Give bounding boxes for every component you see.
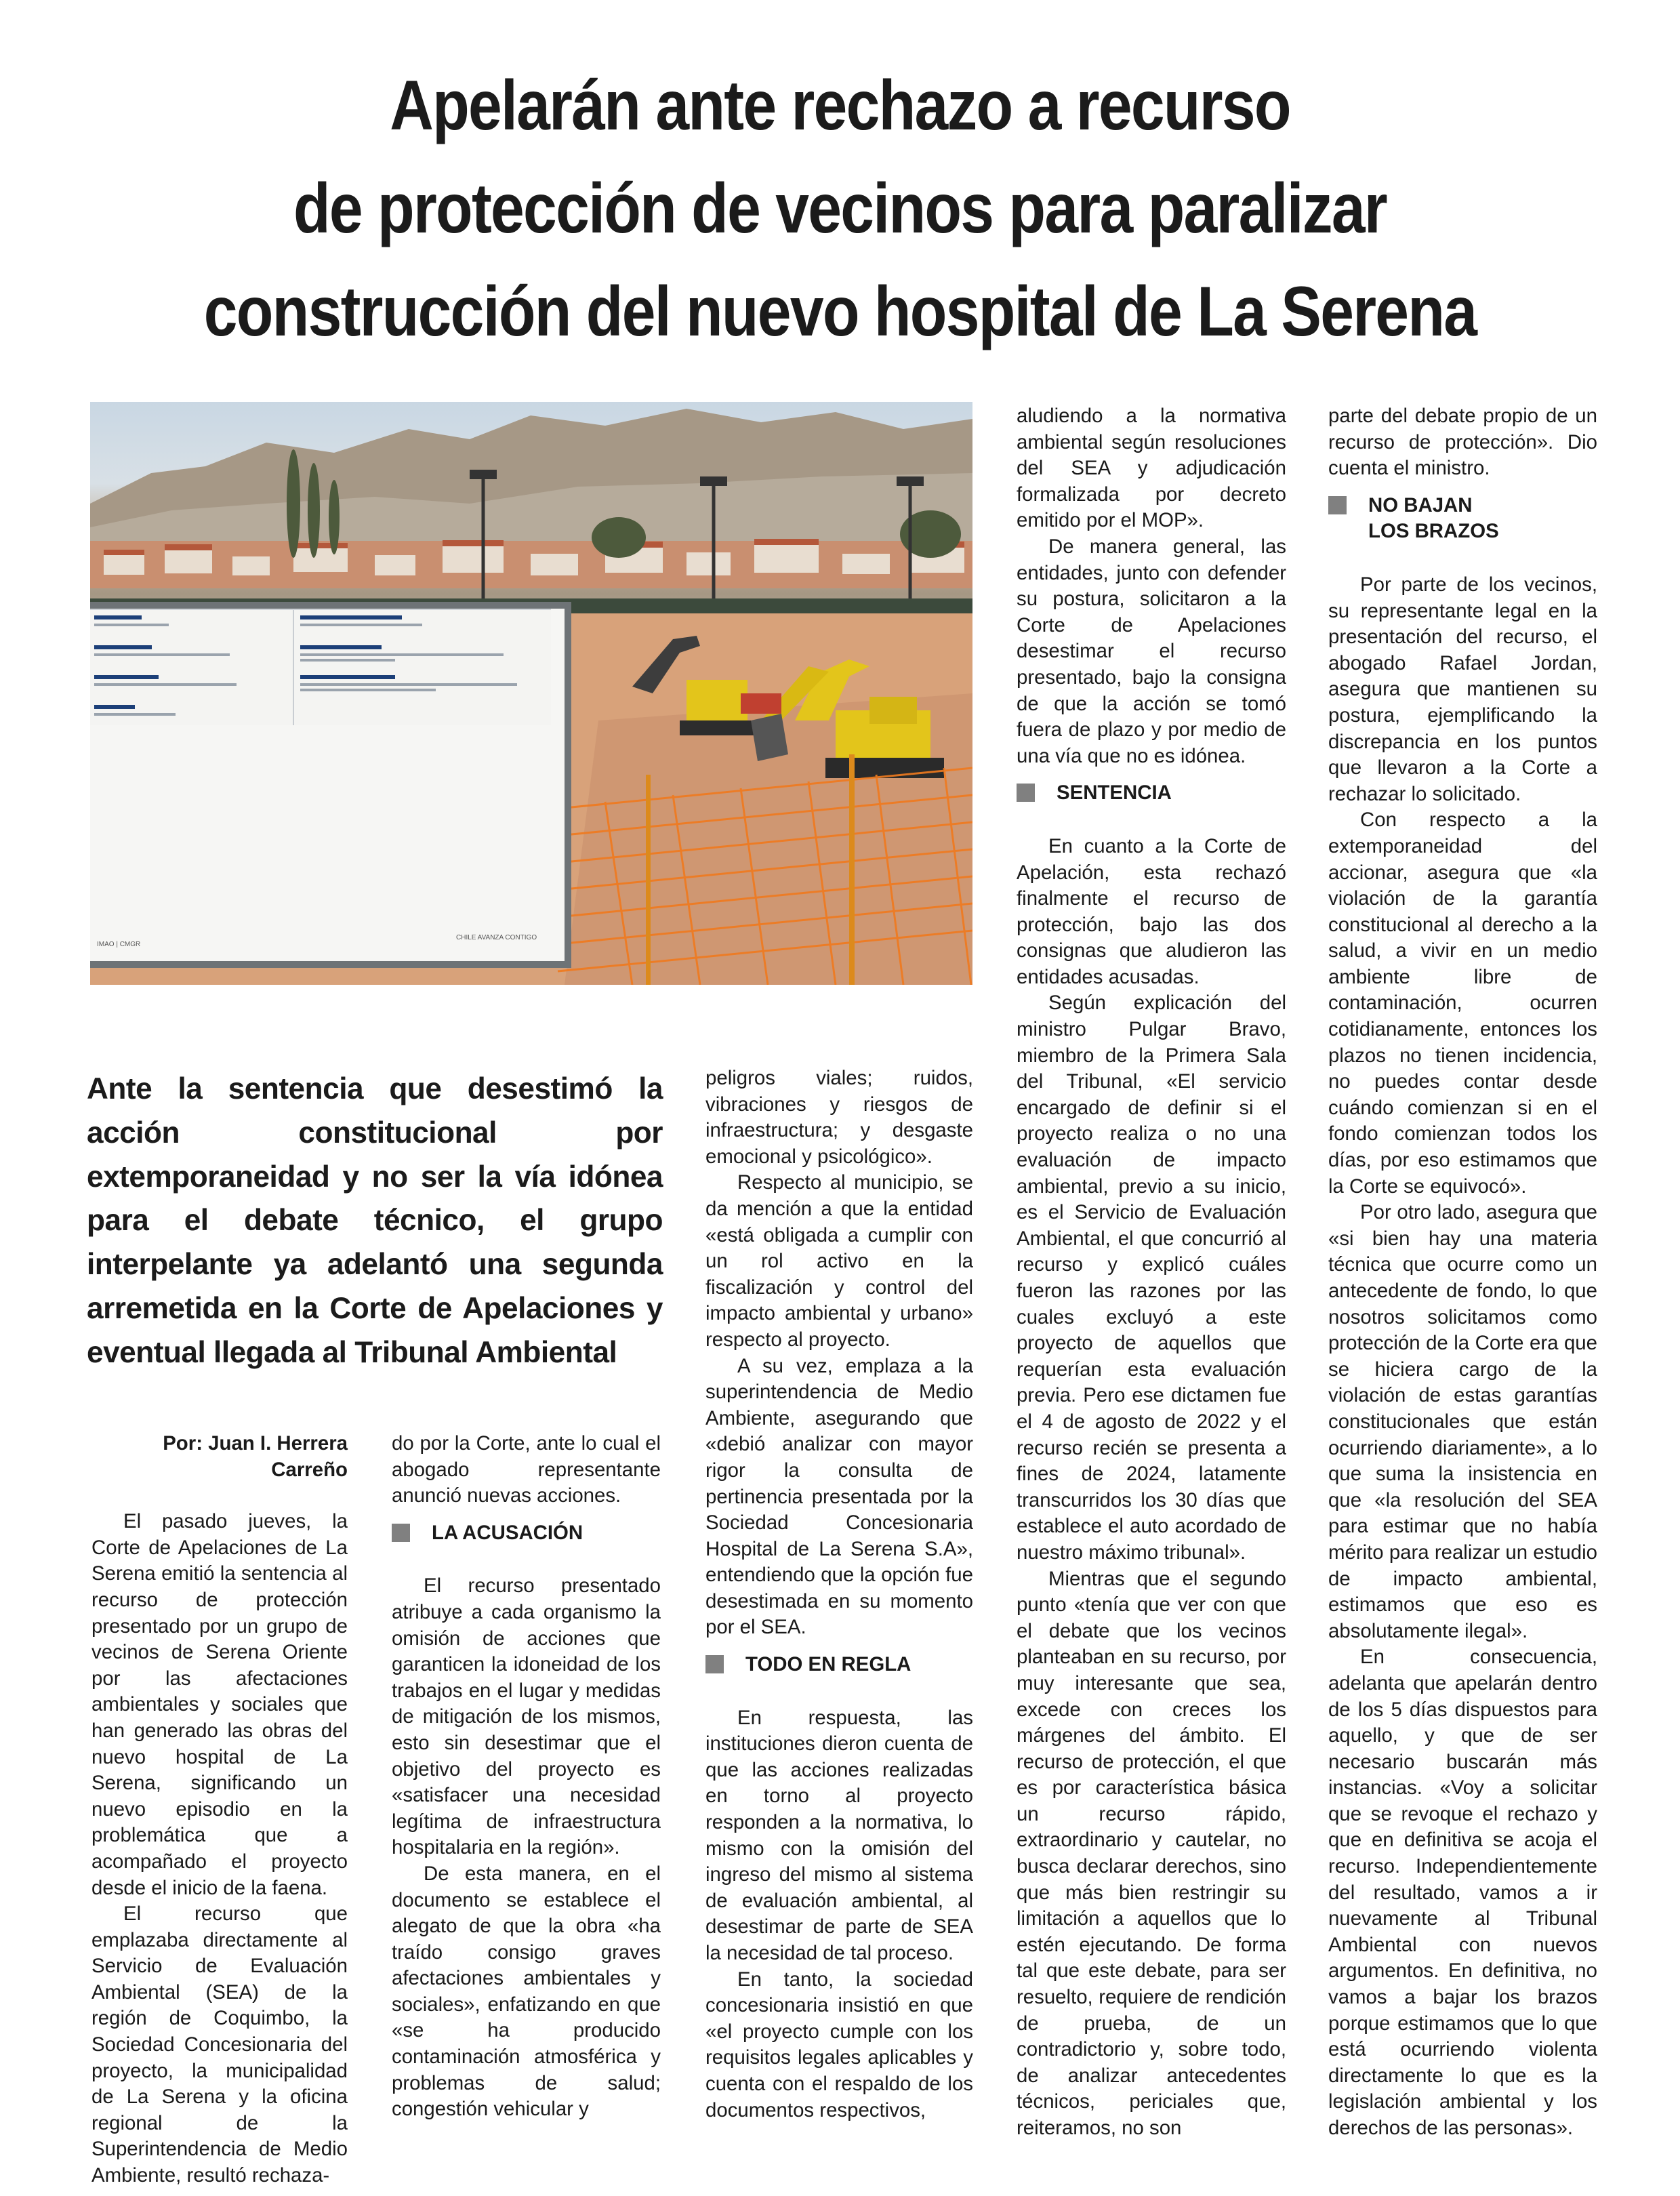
subheading-text: TODO EN REGLA xyxy=(745,1653,911,1676)
paragraph: Por otro lado, asegura que «si bien hay una materia técnica que ocurre como un antecedente de fondo, lo que nosotros solicitamos como protección de la Corte era que se hiciera cargo de la violación de estas garantías constitucionales que están ocurriendo diariamente», a lo que suma la insistencia en que «la resolución del SEA para estimar que no había mérito para realizar un estudio de impacto ambiental, estimamos que eso es absolutamente ilegal». xyxy=(1328,1201,1597,1642)
square-bullet-icon xyxy=(1328,496,1347,514)
paragraph: peligros viales; ruidos, vibraciones y riesgos de infraestructura; y desgaste emocional y psicológico». xyxy=(705,1067,973,1168)
paragraph: El recurso presentado atribuye a cada organismo la omisión de acciones que garanticen la idoneidad de los trabajos en el lugar y medidas de mitigación de los mismos, esto sin desestimar que el objetivo del proyecto es «satisfacer una necesidad legítima de infraestructura hospitalaria en la región». xyxy=(392,1574,661,1859)
byline-name: Carreño xyxy=(271,1458,348,1481)
subheading xyxy=(705,1652,973,1678)
paragraph: Mientras que el segundo punto «tenía que ver con que el debate que los vecinos planteaban en su recurso, por muy interesante que sea, excede con creces los márgenes del ámbito. El recurso de protección, el que es por característica básica un recurso rápido, extraordinario y cautelar, no busca declarar derechos, sino que más bien restringir su limitación a aquellos que lo estén ejecutando. De forma tal que este debate, para ser resuelto, requiere de rendición de prueba, de un contradictorio y, sobre todo, de analizar antecedentes técnicos, periciales que, reiteramos, no son xyxy=(1017,1567,1286,2139)
headline-line: construcción del nuevo hospital de La Serena xyxy=(203,272,1477,351)
paragraph: A su vez, emplaza a la superintendencia de Medio Ambiente, asegurando que «debió analizar con mayor rigor la consulta de pertinencia presentada por la Sociedad Concesionaria Hospital de La Serena S.A», entendiendo que la opción fue desestimada en su momento por el SEA. xyxy=(705,1354,973,1639)
sign-footer-right: CHILE AVANZA CONTIGO xyxy=(456,934,537,941)
byline xyxy=(91,1431,348,1483)
byline-name: Por: Juan I. Herrera xyxy=(163,1432,348,1455)
column-2 xyxy=(392,1431,661,2123)
paragraph: En respuesta, las instituciones dieron cuenta de que las acciones realizadas en torno al proyecto responden a la normativa, lo mismo con la omisión del ingreso del mismo al sistema de evaluación ambiental, al desestimar de parte de SEA la necesidad de tal proceso. xyxy=(705,1706,973,1964)
project-sign xyxy=(90,602,571,968)
construction-photo xyxy=(90,402,972,985)
paragraph: Por parte de los vecinos, su representante legal en la presentación del recurso, el abogado Rafael Jordan, asegura que mantienen su postura, ejemplificando la discrepancia en los puntos que llevaron a la Corte a rechazar lo solicitado. xyxy=(1328,573,1597,805)
subheading xyxy=(1017,780,1286,807)
subheading-text: LA ACUSACIÓN xyxy=(432,1521,583,1544)
subheading-line: LOS BRAZOS xyxy=(1368,520,1499,543)
paragraph: aludiendo a la normativa ambiental según resoluciones del SEA y adjudicación formalizada por decreto emitido por el MOP». xyxy=(1017,405,1286,532)
column-4 xyxy=(1017,403,1286,2142)
paragraph: Según explicación del ministro Pulgar Bravo, miembro de la Primera Sala del Tribunal, «El servicio encargado de definir si el proyecto realiza o no una evaluación de impacto ambiental, previo a su inicio, es el Servicio de Evaluación Ambiental, el que concurrió al recurso y explicó cuáles fueron las razones por las cuales excluyó a este proyecto de aquellos que requerían esta evaluación previa. Pero ese dictamen fue el 4 de agosto de 2022 y el recurso recién se presenta a fines de 2024, latamente transcurridos los 30 días que establece el auto acordado de nuestro máximo tribunal». xyxy=(1017,992,1286,1564)
headline-line: Apelarán ante rechazo a recurso xyxy=(390,66,1290,145)
paragraph: Con respecto a la extemporaneidad del accionar, asegura que «la violación de la garantía constitucional al derecho a la salud, a vivir en un medio ambiente libre de contaminación, ocurren cotidianamente, entonces los plazos no tienen incidencia, no puedes contar desde cuándo comienzan si en el fondo comienzan todos los días, por eso estimamos que la Corte se equivocó». xyxy=(1328,809,1597,1198)
paragraph: do por la Corte, ante lo cual el abogado representante anunció nuevas acciones. xyxy=(392,1432,661,1507)
headline-line: de protección de vecinos para paralizar xyxy=(293,169,1387,248)
paragraph: parte del debate propio de un recurso de protección». Dio cuenta el ministro. xyxy=(1328,405,1597,480)
paragraph: Respecto al municipio, se da mención a que la entidad «está obligada a cumplir con un rol activo en la fiscalización y control del impacto ambiental y urbano» respecto al proyecto. xyxy=(705,1171,973,1351)
headline xyxy=(176,54,1504,363)
paragraph: El recurso que emplazaba directamente al Servicio de Evaluación Ambiental (SEA) de la región de Coquimbo, la Sociedad Concesionaria del proyecto, la municipalidad de La Serena y la oficina regional de la Superintendencia de Medio Ambiente, resultó rechaza- xyxy=(91,1903,348,2187)
sign-footer-left: IMAO | CMGR xyxy=(97,941,141,948)
lead-paragraph: Ante la sentencia que desestimó la acción constitucional por extemporaneidad y no ser la vía idónea para el debate técnico, el grupo interpelante ya adelantó una segunda arremetida en la Corte de Apelaciones y eventual llegada al Tribunal Ambiental xyxy=(87,1072,663,1369)
paragraph: De manera general, las entidades, junto con defender su postura, solicitaron a la Corte de Apelaciones desestimar el recurso presentado, bajo la consigna de que la acción se tomó fuera de plazo y por medio de una vía que no es idónea. xyxy=(1017,535,1286,767)
paragraph: En tanto, la sociedad concesionaria insistió en que «el proyecto cumple con los requisitos legales aplicables y cuenta con el respaldo de los documentos respectivos, xyxy=(705,1968,973,2121)
subheading-text xyxy=(1368,493,1499,545)
subheading-text: SENTENCIA xyxy=(1057,781,1172,805)
paragraph: En consecuencia, adelanta que apelarán dentro de los 5 días dispuestos para aquello, y que de ser necesario buscarán más instancias. «Voy a solicitar que se revoque el rechazo y que en definitiva se acoja el recurso. Independientemente del resultado, vamos a ir nuevamente al Tribunal Ambiental con nuevos argumentos. En definitiva, no vamos a bajar los brazos porque estimamos que lo que está ocurriendo violenta directamente lo que es la legislación ambiental y los derechos de las personas». xyxy=(1328,1646,1597,2139)
square-bullet-icon xyxy=(705,1655,724,1673)
sign-info-panel xyxy=(90,609,551,725)
subheading xyxy=(1328,493,1597,545)
subheading xyxy=(392,1520,661,1547)
column-3 xyxy=(705,1065,973,2123)
subheading-line: NO BAJAN xyxy=(1368,493,1473,516)
paragraph: De esta manera, en el documento se establece el alegato de que la obra «ha traído consigo graves afectaciones ambientales y sociales», enfatizando en que «se ha producido contaminación atmosférica y problemas de salud; congestión vehicular y xyxy=(392,1862,661,2121)
column-1 xyxy=(91,1431,348,2189)
square-bullet-icon xyxy=(1017,784,1035,802)
paragraph: El pasado jueves, la Corte de Apelaciones de La Serena emitió la sentencia al recurso de protección presentado por un grupo de vecinos de Serena Oriente por las afectaciones ambientales y sociales que han generado las obras del nuevo hospital de La Serena, significando un nuevo episodio en la problemática que a acompañado el proyecto desde el inicio de la faena. xyxy=(91,1510,348,1899)
square-bullet-icon xyxy=(392,1524,410,1542)
column-5 xyxy=(1328,403,1597,2142)
paragraph: En cuanto a la Corte de Apelación, esta rechazó finalmente el recurso de protección, bajo las dos consignas que aludieron las entidades acusadas. xyxy=(1017,834,1286,988)
